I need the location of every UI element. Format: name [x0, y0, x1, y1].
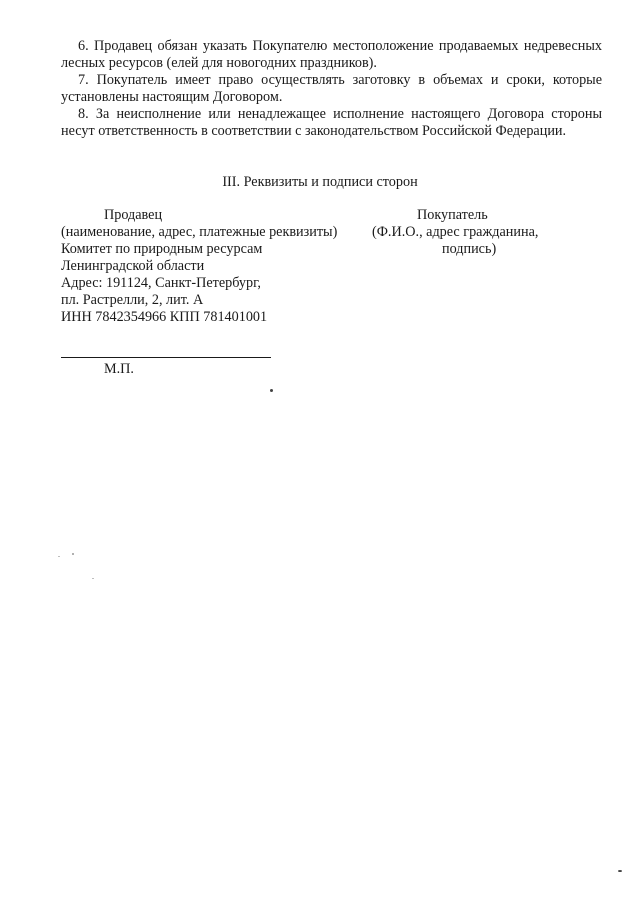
clause-8-text: 8. За неисполнение или ненадлежащее исполнение настоящего Договора стороны несут ответственность в соответствии с законодательством Российской Федерации. — [61, 106, 602, 139]
buyer-hint-line2: подпись) — [442, 241, 497, 257]
buyer-details — [372, 207, 612, 258]
section-title: III. Реквизиты и подписи сторон — [222, 174, 418, 190]
clause-6 — [61, 38, 602, 72]
scan-speck — [618, 870, 622, 872]
seller-address-line1: Адрес: 191124, Санкт-Петербург, — [61, 275, 261, 291]
seller-details — [61, 207, 361, 326]
seller-hint: (наименование, адрес, платежные реквизиты) — [61, 224, 338, 240]
scan-speck — [92, 578, 94, 579]
seller-role: Продавец — [104, 207, 163, 223]
scan-speck — [58, 556, 60, 557]
seller-address-line2: пл. Растрелли, 2, лит. А — [61, 292, 204, 308]
clause-8 — [61, 106, 602, 140]
scan-speck — [270, 389, 273, 392]
stamp-label: М.П. — [104, 361, 134, 377]
clause-7-text: 7. Покупатель имеет право осуществлять заготовку в объемах и сроки, которые установлены настоящим Договором. — [61, 72, 602, 105]
seller-signature-line — [61, 357, 271, 358]
scan-speck — [72, 553, 74, 555]
clause-6-text: 6. Продавец обязан указать Покупателю местоположение продаваемых недревесных лесных ресурсов (елей для новогодних праздников). — [61, 38, 602, 71]
seller-org-line1: Комитет по природным ресурсам — [61, 241, 263, 257]
seller-tax-ids: ИНН 7842354966 КПП 781401001 — [61, 309, 268, 325]
seller-org-line2: Ленинградской области — [61, 258, 205, 274]
buyer-role: Покупатель — [417, 207, 488, 223]
clause-7 — [61, 72, 602, 106]
buyer-hint-line1: (Ф.И.О., адрес гражданина, — [372, 224, 539, 240]
